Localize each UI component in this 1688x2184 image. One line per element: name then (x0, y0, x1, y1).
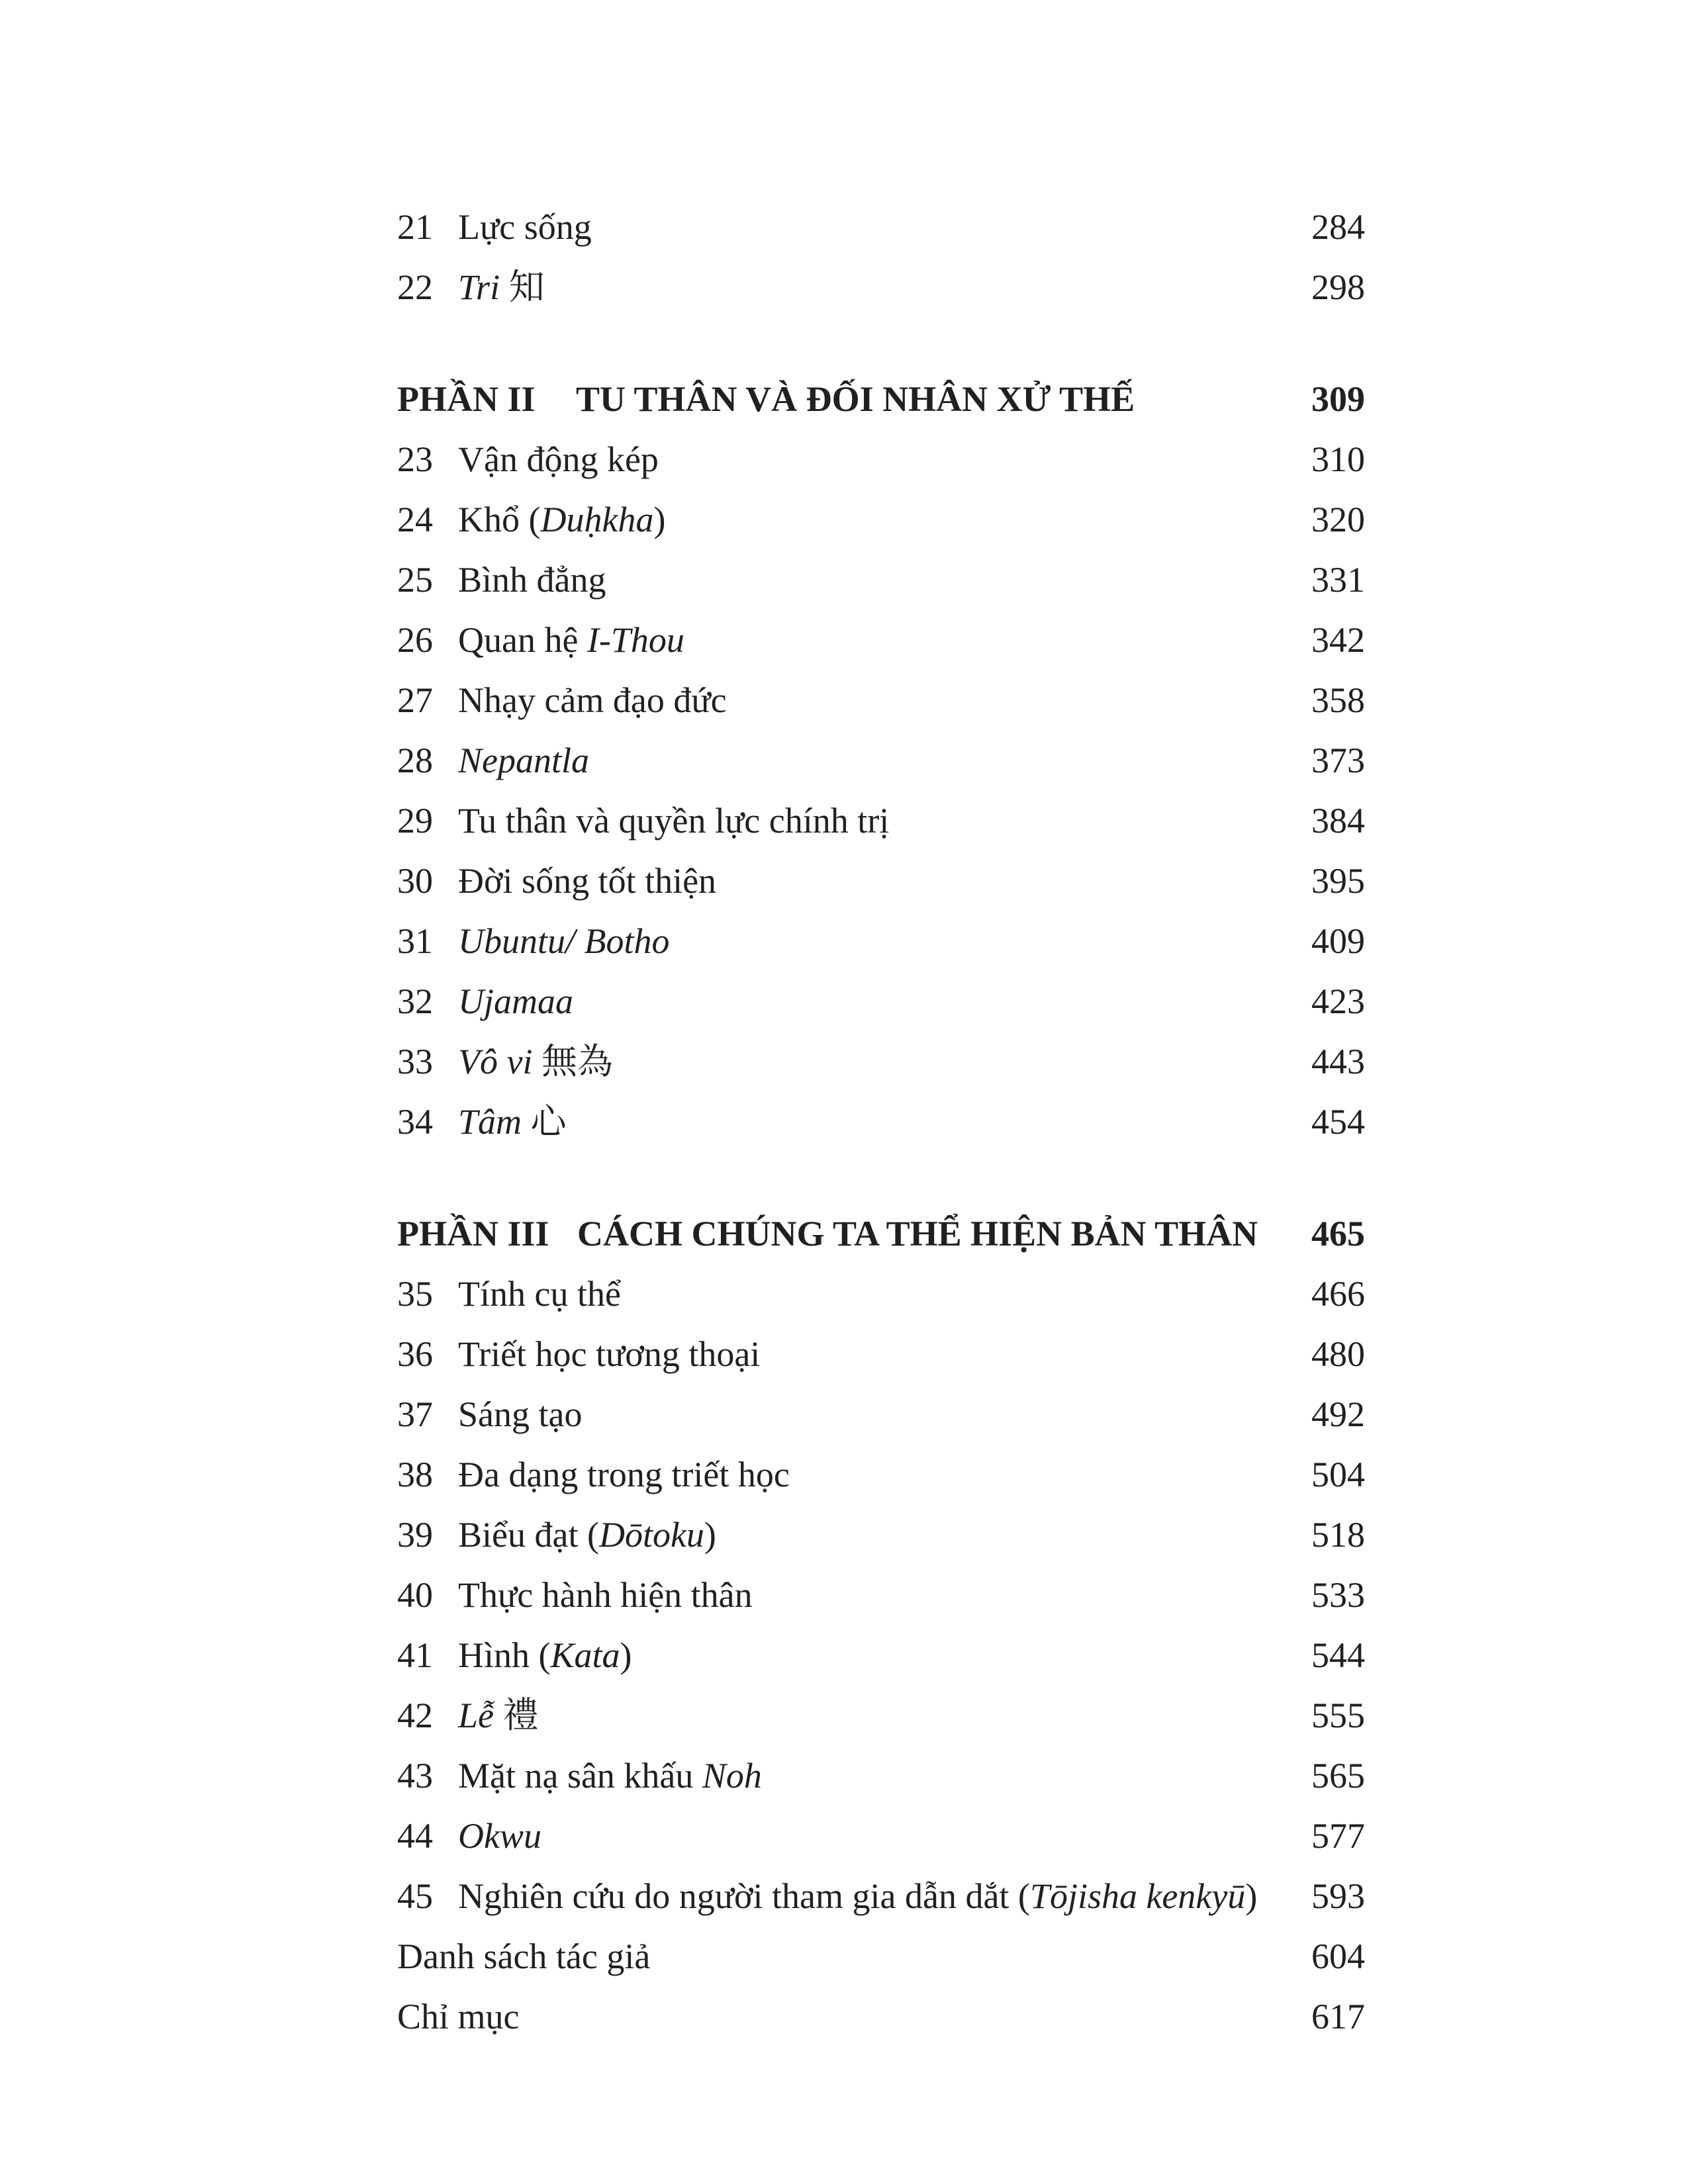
title-segment: ) (704, 1515, 716, 1555)
entry-title (458, 430, 1286, 490)
entry-title (458, 911, 1286, 972)
toc-entry (397, 1746, 1365, 1806)
chapter-number: 39 (397, 1515, 433, 1555)
toc-entry (397, 1866, 1365, 1927)
entry-title (458, 972, 1286, 1032)
toc-entry (397, 1806, 1365, 1866)
chapter-number: 40 (397, 1575, 433, 1615)
entry-title (458, 1385, 1286, 1445)
chapter-number: 24 (397, 500, 433, 539)
title-segment: Biểu đạt ( (458, 1515, 599, 1555)
page-number: 465 (1311, 1214, 1365, 1253)
entry-title (458, 1686, 1286, 1746)
page-number: 593 (1311, 1876, 1365, 1916)
entry-title (458, 1565, 1286, 1625)
entry-title (458, 610, 1286, 670)
page-number: 409 (1311, 921, 1365, 961)
part-label: PHẦN III (397, 1214, 549, 1253)
page-number: 533 (1311, 1575, 1365, 1615)
toc-entry (397, 731, 1365, 791)
toc-entry (397, 257, 1365, 318)
page-number: 504 (1311, 1455, 1365, 1494)
toc-entry (397, 1565, 1365, 1625)
chapter-number: 33 (397, 1042, 433, 1081)
entry-title (458, 1032, 1286, 1092)
entry-title (458, 1264, 1286, 1324)
chapter-number: 29 (397, 801, 433, 841)
chapter-number: 25 (397, 560, 433, 600)
back-matter-entry (397, 1927, 1365, 1987)
page-number: 309 (1311, 379, 1365, 419)
title-segment: ) (1245, 1876, 1258, 1916)
title-italic-segment: Ujamaa (458, 981, 573, 1021)
title-segment: Triết học tương thoại (458, 1334, 761, 1374)
page-number: 617 (1311, 1997, 1365, 2036)
title-segment: Mặt nạ sân khấu (458, 1756, 702, 1796)
page-number: 284 (1311, 207, 1365, 247)
title-italic-segment: Noh (702, 1756, 762, 1796)
toc-entry (397, 610, 1365, 670)
page-number: 298 (1311, 267, 1365, 307)
title-italic-segment: Tâm (458, 1102, 522, 1142)
entry-title (397, 1927, 1286, 1987)
page-number: 565 (1311, 1756, 1365, 1796)
entry-title (458, 1746, 1286, 1806)
chapter-number: 45 (397, 1876, 433, 1916)
title-italic-segment: Okwu (458, 1816, 541, 1856)
part-heading (397, 369, 1365, 430)
toc-entry (397, 1032, 1365, 1092)
page-number: 384 (1311, 801, 1365, 841)
title-segment: Nhạy cảm đạo đức (458, 680, 727, 720)
title-segment: Lực sống (458, 207, 592, 247)
chapter-number: 42 (397, 1696, 433, 1735)
page-number: 310 (1311, 439, 1365, 479)
title-segment: Danh sách tác giả (397, 1936, 651, 1976)
chapter-number: 26 (397, 620, 433, 660)
toc-entry (397, 1445, 1365, 1505)
chapter-number: 31 (397, 921, 433, 961)
title-segment: Khổ ( (458, 500, 541, 539)
toc-entry (397, 1505, 1365, 1565)
entry-title (458, 1092, 1286, 1152)
entry-title (458, 1505, 1286, 1565)
page-number: 342 (1311, 620, 1365, 660)
chapter-number: 23 (397, 439, 433, 479)
title-segment: Đa dạng trong triết học (458, 1455, 790, 1494)
entry-title (397, 1204, 1286, 1264)
toc-entry (397, 1264, 1365, 1324)
page-number: 320 (1311, 500, 1365, 539)
title-segment: Sáng tạo (458, 1394, 583, 1434)
toc-entry (397, 670, 1365, 731)
entry-title (458, 851, 1286, 911)
title-segment: TU THÂN VÀ ĐỐI NHÂN XỬ THẾ (576, 379, 1135, 419)
title-segment: 知 (500, 267, 545, 307)
title-italic-segment: Tri (458, 267, 500, 307)
chapter-number: 35 (397, 1274, 433, 1314)
toc-entry (397, 1324, 1365, 1385)
chapter-number: 44 (397, 1816, 433, 1856)
title-italic-segment: Vô vi (458, 1042, 533, 1081)
toc-entry (397, 1385, 1365, 1445)
toc-entry (397, 911, 1365, 972)
entry-title (458, 257, 1286, 318)
entry-title (458, 1866, 1286, 1927)
chapter-number: 21 (397, 207, 433, 247)
title-segment: Tính cụ thể (458, 1274, 621, 1314)
title-segment: CÁCH CHÚNG TA THỂ HIỆN BẢN THÂN (577, 1214, 1258, 1253)
part-heading (397, 1204, 1365, 1264)
chapter-number: 41 (397, 1635, 433, 1675)
title-segment: Hình ( (458, 1635, 551, 1675)
chapter-number: 43 (397, 1756, 433, 1796)
title-segment: Chỉ mục (397, 1997, 520, 2036)
toc-entry (397, 791, 1365, 851)
title-italic-segment: Tōjisha kenkyū (1029, 1876, 1246, 1916)
page-number: 555 (1311, 1696, 1365, 1735)
chapter-number: 28 (397, 741, 433, 780)
toc-entry (397, 1092, 1365, 1152)
chapter-number: 37 (397, 1394, 433, 1434)
chapter-number: 34 (397, 1102, 433, 1142)
title-italic-segment: I-Thou (586, 620, 684, 660)
table-of-contents (397, 197, 1365, 2047)
title-segment: Tu thân và quyền lực chính trị (458, 801, 890, 841)
title-italic-segment: Duḥkha (540, 500, 654, 539)
page-number: 395 (1311, 861, 1365, 901)
chapter-number: 32 (397, 981, 433, 1021)
page-number: 577 (1311, 1816, 1365, 1856)
page-number: 423 (1311, 981, 1365, 1021)
page-number: 454 (1311, 1102, 1365, 1142)
title-italic-segment: Ubuntu/ Botho (458, 921, 670, 961)
title-segment: Đời sống tốt thiện (458, 861, 717, 901)
page-number: 466 (1311, 1274, 1365, 1314)
title-italic-segment: Dōtoku (598, 1515, 704, 1555)
toc-entry (397, 550, 1365, 610)
title-segment: Quan hệ (458, 620, 587, 660)
entry-title (458, 550, 1286, 610)
entry-title (458, 731, 1286, 791)
page-number: 331 (1311, 560, 1365, 600)
page-number: 373 (1311, 741, 1365, 780)
title-segment: Thực hành hiện thân (458, 1575, 753, 1615)
title-segment: Vận động kép (458, 439, 659, 479)
page-number: 443 (1311, 1042, 1365, 1081)
title-segment: ) (653, 500, 666, 539)
title-italic-segment: Lễ (458, 1696, 494, 1735)
toc-entry (397, 851, 1365, 911)
entry-title (458, 1445, 1286, 1505)
page-number: 544 (1311, 1635, 1365, 1675)
title-segment: 禮 (494, 1696, 539, 1735)
entry-title (397, 369, 1286, 430)
title-italic-segment: Kata (550, 1635, 620, 1675)
chapter-number: 36 (397, 1334, 433, 1374)
title-italic-segment: Nepantla (458, 741, 589, 780)
part-label: PHẦN II (397, 379, 536, 419)
toc-entry (397, 197, 1365, 257)
page-number: 604 (1311, 1936, 1365, 1976)
toc-entry (397, 490, 1365, 550)
entry-title (458, 1806, 1286, 1866)
page-number: 358 (1311, 680, 1365, 720)
entry-title (458, 670, 1286, 731)
page-number: 480 (1311, 1334, 1365, 1374)
title-segment: ) (620, 1635, 632, 1675)
toc-entry (397, 1686, 1365, 1746)
title-segment: Nghiên cứu do người tham gia dẫn dắt ( (458, 1876, 1030, 1916)
title-segment: Bình đẳng (458, 560, 606, 600)
entry-title (397, 1987, 1286, 2047)
page-number: 518 (1311, 1515, 1365, 1555)
chapter-number: 38 (397, 1455, 433, 1494)
toc-entry (397, 972, 1365, 1032)
back-matter-entry (397, 1987, 1365, 2047)
entry-title (458, 1324, 1286, 1385)
page-number: 492 (1311, 1394, 1365, 1434)
title-segment: 無為 (532, 1042, 613, 1081)
chapter-number: 27 (397, 680, 433, 720)
title-segment: 心 (522, 1102, 567, 1142)
chapter-number: 22 (397, 267, 433, 307)
toc-entry (397, 430, 1365, 490)
entry-title (458, 490, 1286, 550)
entry-title (458, 791, 1286, 851)
toc-entry (397, 1625, 1365, 1686)
entry-title (458, 197, 1286, 257)
chapter-number: 30 (397, 861, 433, 901)
entry-title (458, 1625, 1286, 1686)
